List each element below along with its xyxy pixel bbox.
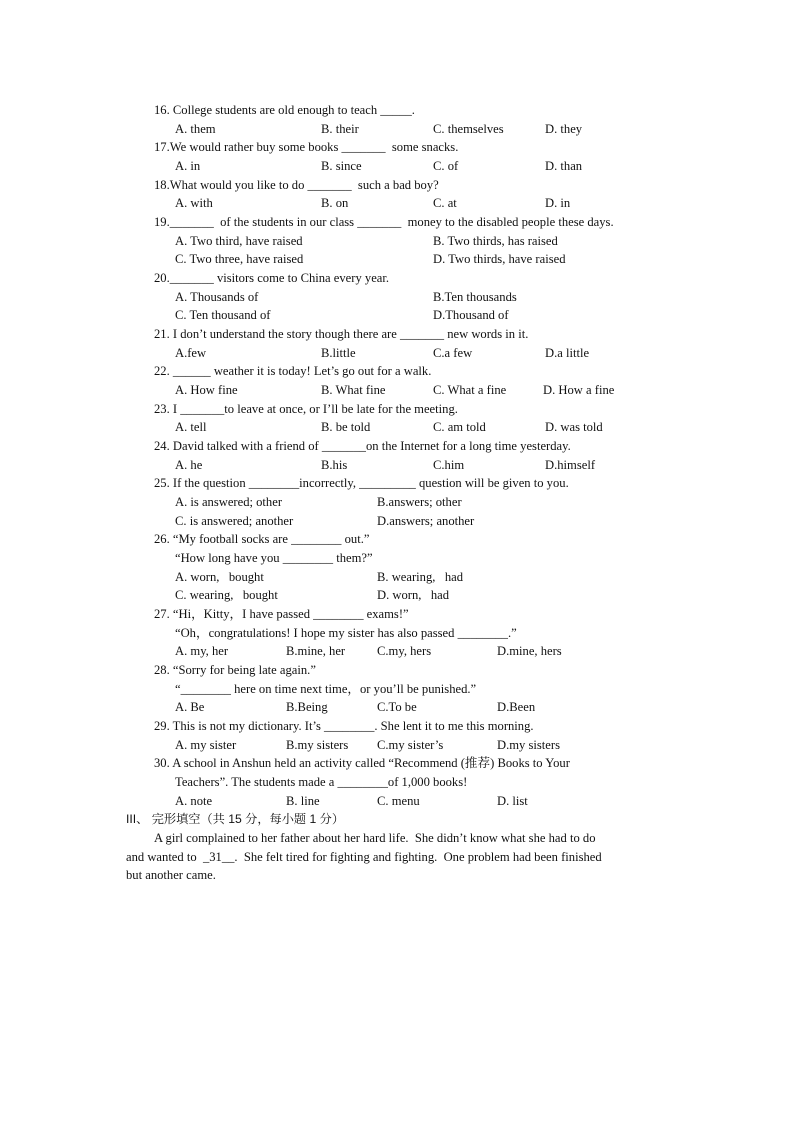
option: A. in (175, 159, 201, 173)
option: A. Thousands of (175, 290, 259, 304)
option: D. How a fine (543, 383, 615, 397)
option: B. What fine (321, 383, 386, 397)
option: A. with (175, 196, 213, 210)
option: A. is answered; other (175, 495, 283, 509)
option: A. my, her (175, 644, 229, 658)
option: B. wearing, had (377, 570, 464, 584)
paragraph-line: and wanted to _31__. She felt tired for fighting and fighting. One problem had been finished (126, 850, 602, 864)
option: C.my, hers (377, 644, 432, 658)
option: C. Two three, have raised (175, 252, 304, 266)
option: C. themselves (433, 122, 504, 136)
question-16: 16. College students are old enough to teach _____. (154, 103, 415, 117)
question-28: 28. “Sorry for being late again.” (154, 663, 316, 677)
option: D. they (545, 122, 583, 136)
paragraph-line: but another came. (126, 868, 216, 882)
option: C. of (433, 159, 459, 173)
option: D.a little (545, 346, 590, 360)
option: C. at (433, 196, 457, 210)
question-30: 30. A school in Anshun held an activity called “Recommend (推荐) Books to Your (154, 756, 570, 770)
option: B.mine, her (286, 644, 346, 658)
option: B.his (321, 458, 348, 472)
option: C.him (433, 458, 465, 472)
option: B. on (321, 196, 349, 210)
option: A. tell (175, 420, 207, 434)
option: A. Be (175, 700, 205, 714)
question-21: 21. I don’t understand the story though there are _______ new words in it. (154, 327, 529, 341)
option: A. note (175, 794, 213, 808)
section-heading: III、 完形填空（共 15 分，每小题 1 分） (126, 812, 345, 826)
option: D.mine, hers (497, 644, 562, 658)
option: B.little (321, 346, 356, 360)
question-26: 26. “My football socks are ________ out.” (154, 532, 370, 546)
option: C.To be (377, 700, 417, 714)
option: A. them (175, 122, 216, 136)
option: B.answers; other (377, 495, 462, 509)
option: C. What a fine (433, 383, 507, 397)
option: D. worn, had (377, 588, 450, 602)
option: A. he (175, 458, 203, 472)
question-30-line2: Teachers”. The students made a ________of 1,000 books! (175, 775, 468, 789)
option: D.my sisters (497, 738, 560, 752)
option: D. in (545, 196, 571, 210)
option: A. Two third, have raised (175, 234, 303, 248)
option: C. wearing, bought (175, 588, 278, 602)
question-27-line2: “Oh，congratulations! I hope my sister has also passed ________.” (175, 626, 517, 640)
option: D.answers; another (377, 514, 475, 528)
question-20: 20._______ visitors come to China every year. (154, 271, 390, 285)
option: B.Ten thousands (433, 290, 517, 304)
option: B. their (321, 122, 359, 136)
option: C.my sister’s (377, 738, 444, 752)
paragraph-line: A girl complained to her father about her hard life. She didn’t know what she had to do (154, 831, 596, 845)
question-25: 25. If the question ________incorrectly, _________ question will be given to you. (154, 476, 569, 490)
question-27: 27. “Hi，Kitty，I have passed ________ exams!” (154, 607, 409, 621)
option: A.few (175, 346, 207, 360)
option: D. than (545, 159, 583, 173)
question-22: 22. ______ weather it is today! Let’s go out for a walk. (154, 364, 432, 378)
option: C. Ten thousand of (175, 308, 271, 322)
option: C.a few (433, 346, 473, 360)
question-28-line2: “________ here on time next time，or you’ll be punished.” (175, 682, 477, 696)
question-24: 24. David talked with a friend of _______on the Internet for a long time yesterday. (154, 439, 571, 453)
option: B.my sisters (286, 738, 349, 752)
option: A. my sister (175, 738, 237, 752)
option: A. worn, bought (175, 570, 264, 584)
question-26-line2: “How long have you ________ them?” (175, 551, 373, 565)
question-29: 29. This is not my dictionary. It’s ________. She lent it to me this morning. (154, 719, 534, 733)
option: C. menu (377, 794, 420, 808)
option: B.Being (286, 700, 328, 714)
question-18: 18.What would you like to do _______ such a bad boy? (154, 178, 439, 192)
option: C. am told (433, 420, 486, 434)
option: D.Been (497, 700, 536, 714)
question-17: 17.We would rather buy some books _______ some snacks. (154, 140, 459, 154)
option: B. Two thirds, has raised (433, 234, 558, 248)
question-23: 23. I _______to leave at once, or I’ll be late for the meeting. (154, 402, 458, 416)
option: D.himself (545, 458, 596, 472)
option: B. be told (321, 420, 371, 434)
option: D. list (497, 794, 528, 808)
option: C. is answered; another (175, 514, 294, 528)
option: D. Two thirds, have raised (433, 252, 566, 266)
option: A. How fine (175, 383, 238, 397)
option: D. was told (545, 420, 603, 434)
option: B. since (321, 159, 362, 173)
option: B. line (286, 794, 320, 808)
question-19: 19._______ of the students in our class _______ money to the disabled people these days. (154, 215, 614, 229)
option: D.Thousand of (433, 308, 509, 322)
